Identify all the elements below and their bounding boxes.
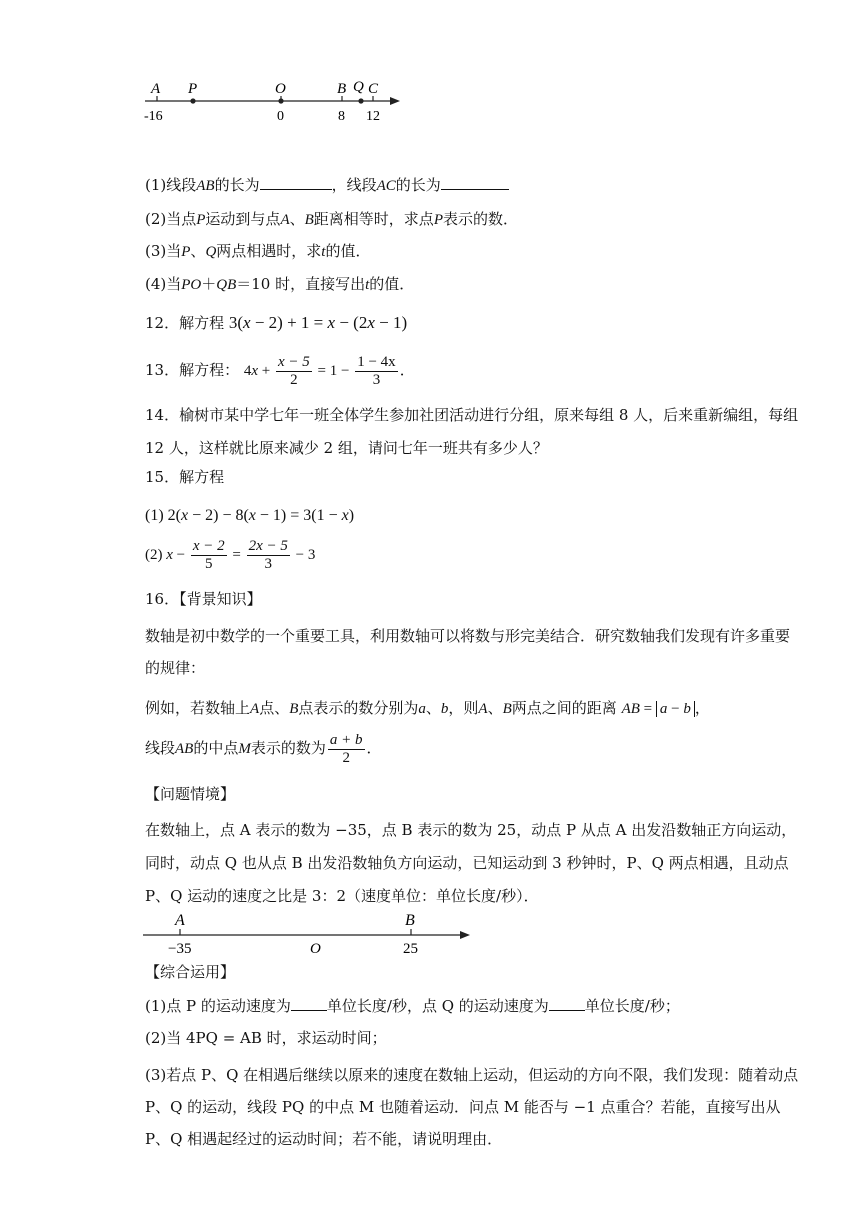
nl1-label-Q: Q [353, 79, 364, 95]
nl2-label-A: A [175, 912, 185, 929]
nl1-label-P: P [188, 81, 198, 97]
q16-apply-part3: (3)若点 P、Q 在相遇后继续以原来的速度在数轴上运动，但运动的方向不限，我们发现：随着动点 P、Q 的运动，线段 PQ 的中点 M 也随着运动．问点 M 能否与 −1 点重合？若能，直接写出从 P、Q 相遇起经过的运动时间；若不能，请说明理由． [145, 1066, 799, 1148]
q16-background: 数轴是初中数学的一个重要工具，利用数轴可以将数与形完美结合．研究数轴我们发现有许多重要的规律： [145, 627, 791, 677]
nl1-label-C: C [368, 81, 379, 97]
nl1-label-O: O [275, 81, 286, 97]
q11-part3: (3)当P、Q两点相遇时，求t的值． [145, 242, 371, 260]
nl2-label-B: B [405, 912, 415, 929]
q15-part2: (2) x − $\frac{x - 2}{5}$ = $\frac{2x - 5}{3}$ − 3 [145, 538, 316, 573]
number-line-1 [140, 78, 410, 126]
q16-title: 16．【背景知识】 [145, 590, 262, 608]
q11-part2: (2)当点P运动到与点A、B距离相等时，求点P表示的数． [145, 210, 518, 228]
answer-blank[interactable] [441, 175, 509, 190]
answer-blank[interactable] [549, 996, 585, 1011]
answer-blank[interactable] [260, 175, 332, 190]
q12: 12．解方程 3(x − 2) + 1 = x − (2x − 1) [145, 313, 408, 332]
nl2-tick-B: 25 [403, 941, 418, 956]
q16-apply-part1: (1)点 P 的运动速度为 单位长度/秒，点 Q 的运动速度为 单位长度/秒； [145, 997, 680, 1015]
nl1-label-B: B [337, 81, 347, 97]
q16-situation: 在数轴上，点 A 表示的数为 −35，点 B 表示的数为 25，动点 P 从点 A 出发沿数轴正方向运动，同时，动点 Q 也从点 B 出发沿数轴负方向运动，已知运动到 3 秒钟时，P、Q 两点相遇，且动点 P、Q 运动的速度之比是 3：2（速度单位：单位长度/秒）． [145, 821, 797, 905]
answer-blank[interactable] [291, 996, 327, 1011]
q11-part1: (1)线段AB的长为 ，线段AC的长为 [145, 174, 800, 197]
nl1-tick-O: 0 [277, 109, 284, 124]
q12-equation: 3(x − 2) + 1 = x − (2x − 1) [228, 313, 408, 332]
q16-apply-part2: (2)当 4PQ = AB 时，求运动时间； [145, 1029, 387, 1047]
nl2-label-O: O [310, 941, 321, 956]
q16-midpoint: 线段AB的中点M表示的数为 $\frac{a + b}{2}$ ． [145, 731, 382, 766]
nl1-label-A: A [151, 81, 161, 97]
nl1-tick-C: 12 [366, 109, 380, 124]
q14: 14．榆树市某中学七年一班全体学生参加社团活动进行分组，原来每组 8 人，后来重新编组，每组 12 人，这样就比原来减少 2 组，请问七年一班共有多少人？ [145, 406, 799, 457]
q16-situation-title: 【问题情境】 [145, 785, 236, 803]
number-line-2 [140, 908, 480, 956]
q13-equation: 4x + $\frac{x - 5}{2}$ = 1 − $\frac{1 - 4x}{3}$ ． [243, 354, 415, 389]
q16-apply-title: 【综合运用】 [145, 963, 236, 981]
nl1-tick-A: -16 [144, 109, 163, 124]
nl1-tick-B: 8 [338, 109, 345, 124]
q13: 13．解方程： 4x + $\frac{x - 5}{2}$ = 1 − $\frac{1 - 4x}{3}$ ． [145, 354, 415, 389]
q16-example: 例如，若数轴上A点、B点表示的数分别为a、b，则A、B两点之间的距离 AB = a − b ， [145, 699, 710, 717]
q15-label: 15．解方程 [145, 468, 225, 486]
nl2-tick-A: −35 [168, 941, 192, 956]
q15-part1: (1) 2(x − 2) − 8(x − 1) = 3(1 − x) [145, 507, 355, 524]
q11-part4: (4)当PO＋QB＝10 时，直接写出t的值． [145, 275, 415, 293]
